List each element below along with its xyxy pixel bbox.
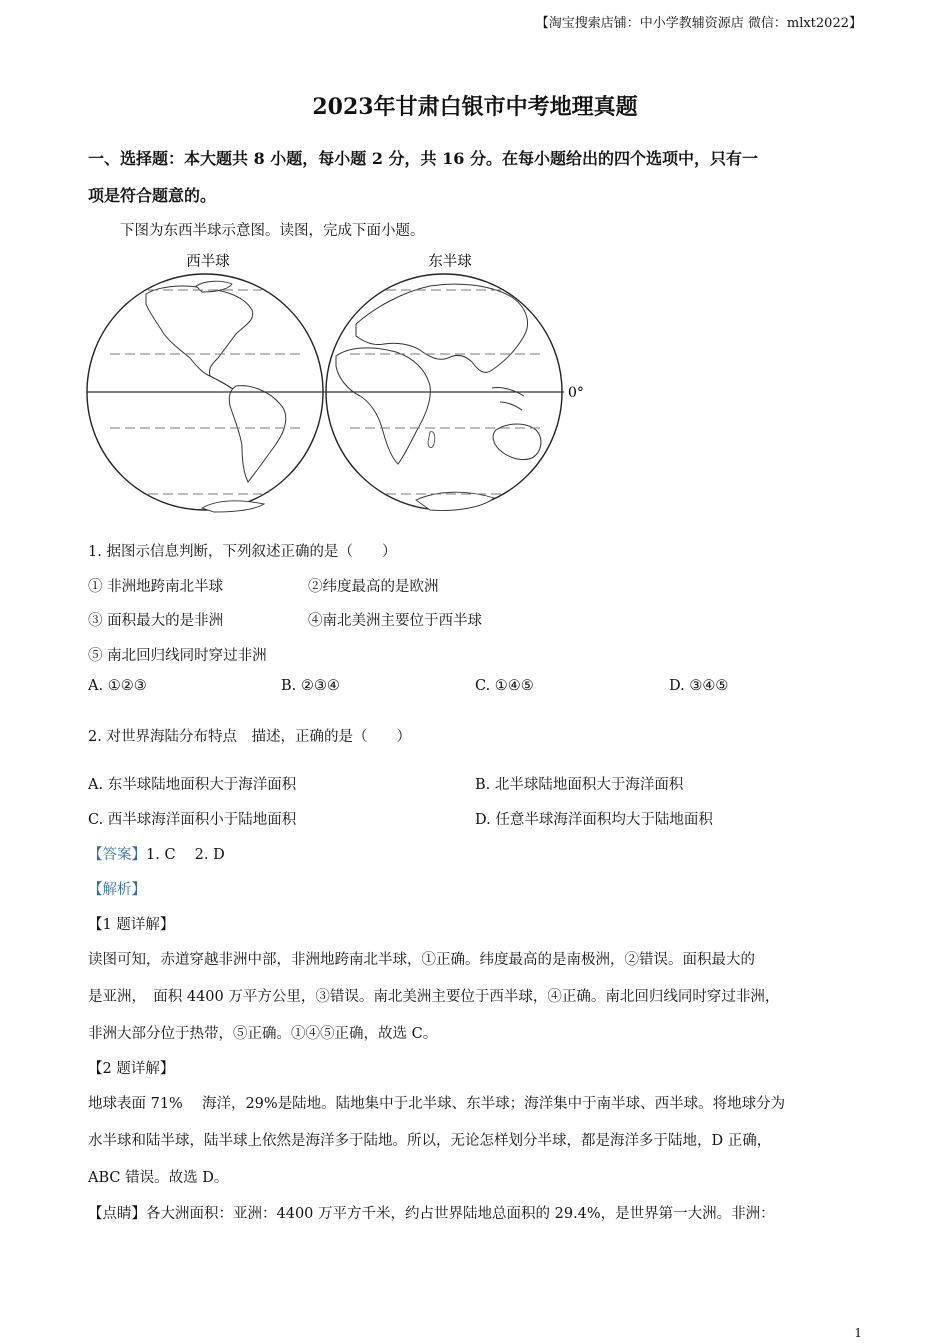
detail-1-line-3: 非洲大部分位于热带，⑤正确。①④⑤正确，故选 C。: [88, 1026, 438, 1042]
q1-statement-4: ④南北美洲主要位于西半球: [308, 613, 482, 629]
equator-label: 0°: [568, 385, 584, 401]
tip-tag: 【点睛】: [88, 1206, 146, 1222]
q1-statement-5: ⑤ 南北回归线同时穿过非洲: [88, 648, 267, 664]
west-hemisphere-label: 西半球: [186, 254, 230, 270]
q1-option-a: A. ①②③: [88, 678, 147, 694]
question-2-stem: 2. 对世界海陆分布特点 描述，正确的是（ ）: [88, 729, 411, 745]
q1-option-d: D. ③④⑤: [669, 678, 729, 694]
q1-statement-2: ②纬度最高的是欧洲: [308, 579, 439, 595]
detail-2-line-1: 地球表面 71% 海洋，29%是陆地。陆地集中于北半球、东半球；海洋集中于南半球、西半球。将地球分为: [88, 1096, 786, 1112]
q2-option-a: A. 东半球陆地面积大于海洋面积: [88, 777, 297, 793]
page-header: 【淘宝搜索店铺：中小学教辅资源店 微信：mlxt2022】: [535, 16, 862, 31]
q1-statement-3: ③ 面积最大的是非洲: [88, 613, 224, 629]
analysis-tag: 【解析】: [88, 882, 146, 898]
q1-option-c: C. ①④⑤: [475, 678, 534, 694]
detail-1-line-1: 读图可知，赤道穿越非洲中部，非洲地跨南北半球，①正确。纬度最高的是南极洲，②错误。面积最大的: [88, 952, 755, 968]
figure-intro: 下图为东西半球示意图。读图，完成下面小题。: [120, 223, 425, 239]
tip-text: 各大洲面积：亚洲：4400 万平方千米，约占世界陆地总面积的 29.4%，是世界第一大洲。非洲：: [146, 1206, 775, 1222]
detail-2-line-3: ABC 错误。故选 D。: [88, 1170, 229, 1186]
q1-option-b: B. ②③④: [281, 678, 340, 694]
detail-1-line-2: 是亚洲， 面积 4400 万平方公里，③错误。南北美洲主要位于西半球，④正确。南北回归线同时穿过非洲，: [88, 989, 780, 1005]
q2-option-c: C. 西半球海洋面积小于陆地面积: [88, 812, 297, 828]
detail-1-tag: 【1 题详解】: [88, 917, 175, 933]
detail-2-line-2: 水半球和陆半球，陆半球上依然是海洋多于陆地。所以，无论怎样划分半球，都是海洋多于陆地，D 正确，: [88, 1133, 772, 1149]
page-title: 2023年甘肃白银市中考地理真题: [312, 94, 638, 120]
answer-text: 1. C 2. D: [146, 847, 225, 863]
q1-statement-1: ① 非洲地跨南北半球: [88, 579, 224, 595]
tip-line: [88, 1202, 775, 1223]
answer-line: [88, 843, 225, 864]
q2-option-b: B. 北半球陆地面积大于海洋面积: [475, 777, 684, 793]
question-1-stem: 1. 据图示信息判断，下列叙述正确的是（ ）: [88, 544, 397, 560]
detail-2-tag: 【2 题详解】: [88, 1061, 175, 1077]
west-hemisphere: [87, 274, 323, 512]
answer-tag: 【答案】: [88, 847, 146, 863]
hemispheres-figure: [84, 246, 604, 518]
section-heading-line-1: 一、选择题：本大题共 8 小题，每小题 2 分，共 16 分。在每小题给出的四个选项中，只有一: [88, 149, 758, 168]
q2-option-d: D. 任意半球海洋面积均大于陆地面积: [475, 812, 713, 828]
section-heading-line-2: 项是符合题意的。: [88, 186, 217, 205]
page-number: 1: [854, 1326, 862, 1340]
east-hemisphere-label: 东半球: [428, 254, 472, 270]
